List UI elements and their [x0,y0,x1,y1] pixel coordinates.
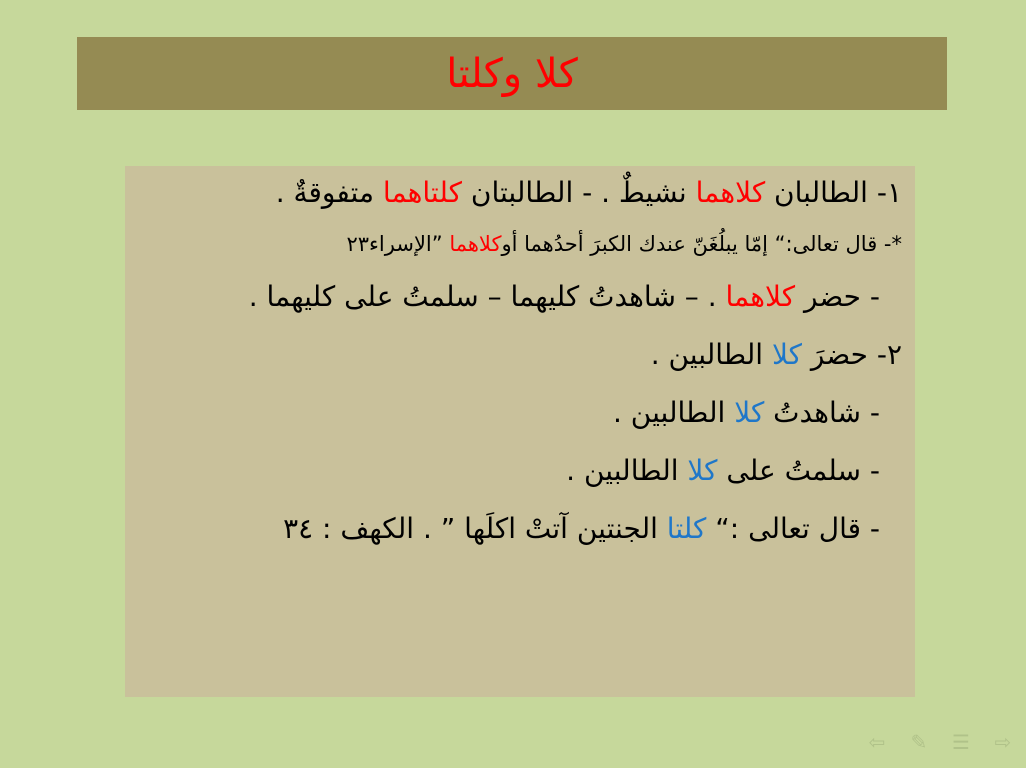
line-text-segment: - شاهدتُ [764,396,880,429]
line-text-segment: *- قال تعالى:“ إمّا يبلُغَنّ عندك الكبرَ أحدُهما أو [501,232,902,256]
highlighted-word: كلا [734,396,765,429]
example-line-4 [651,338,902,372]
highlighted-word: كلاهما [449,232,502,256]
slide-title: كلا وكلتا [446,50,578,97]
slide-navigation [866,732,1014,752]
highlighted-word: كلتاهما [382,176,462,209]
line-text-segment: الجنتين آتتْ اكلَها ” . الكهف : ٣٤ [283,512,667,545]
back-arrow-icon[interactable]: ⇦ [868,730,886,754]
content-box [125,166,915,697]
highlighted-word: كلا [771,338,802,371]
line-text-segment: ”الإسراء٢٣ [346,232,450,256]
highlighted-word: كلا [687,454,718,487]
title-bar [77,37,947,110]
line-text-segment: ٢- حضرَ [802,338,902,371]
line-text-segment: - سلمتُ على [717,454,880,487]
line-text-segment: - قال تعالى :“ [706,512,880,545]
quran-verse-line-2 [283,512,880,546]
example-line-3 [249,280,880,314]
highlighted-word: كلتا [666,512,707,545]
example-line-6 [566,454,880,488]
quran-verse-line [346,232,902,257]
highlighted-word: كلاهما [725,280,796,313]
pen-icon[interactable]: ✎ [910,730,928,754]
menu-icon[interactable]: ☰ [952,730,970,754]
line-text-segment: ١- الطالبان [765,176,902,209]
line-text-segment: نشيطٌ . - الطالبتان [461,176,696,209]
line-text-segment: الطالبين . [612,396,735,429]
example-line-5 [613,396,880,430]
line-text-segment: متفوقةٌ . [275,176,383,209]
example-line-1 [276,176,902,210]
line-text-segment: - حضر [795,280,880,313]
line-text-segment: الطالبين . [650,338,772,371]
highlighted-word: كلاهما [695,176,766,209]
line-text-segment: الطالبين . [566,454,688,487]
forward-arrow-icon[interactable]: ⇨ [994,730,1012,754]
line-text-segment: . – شاهدتُ كليهما – سلمتُ على كليهما . [248,280,726,313]
